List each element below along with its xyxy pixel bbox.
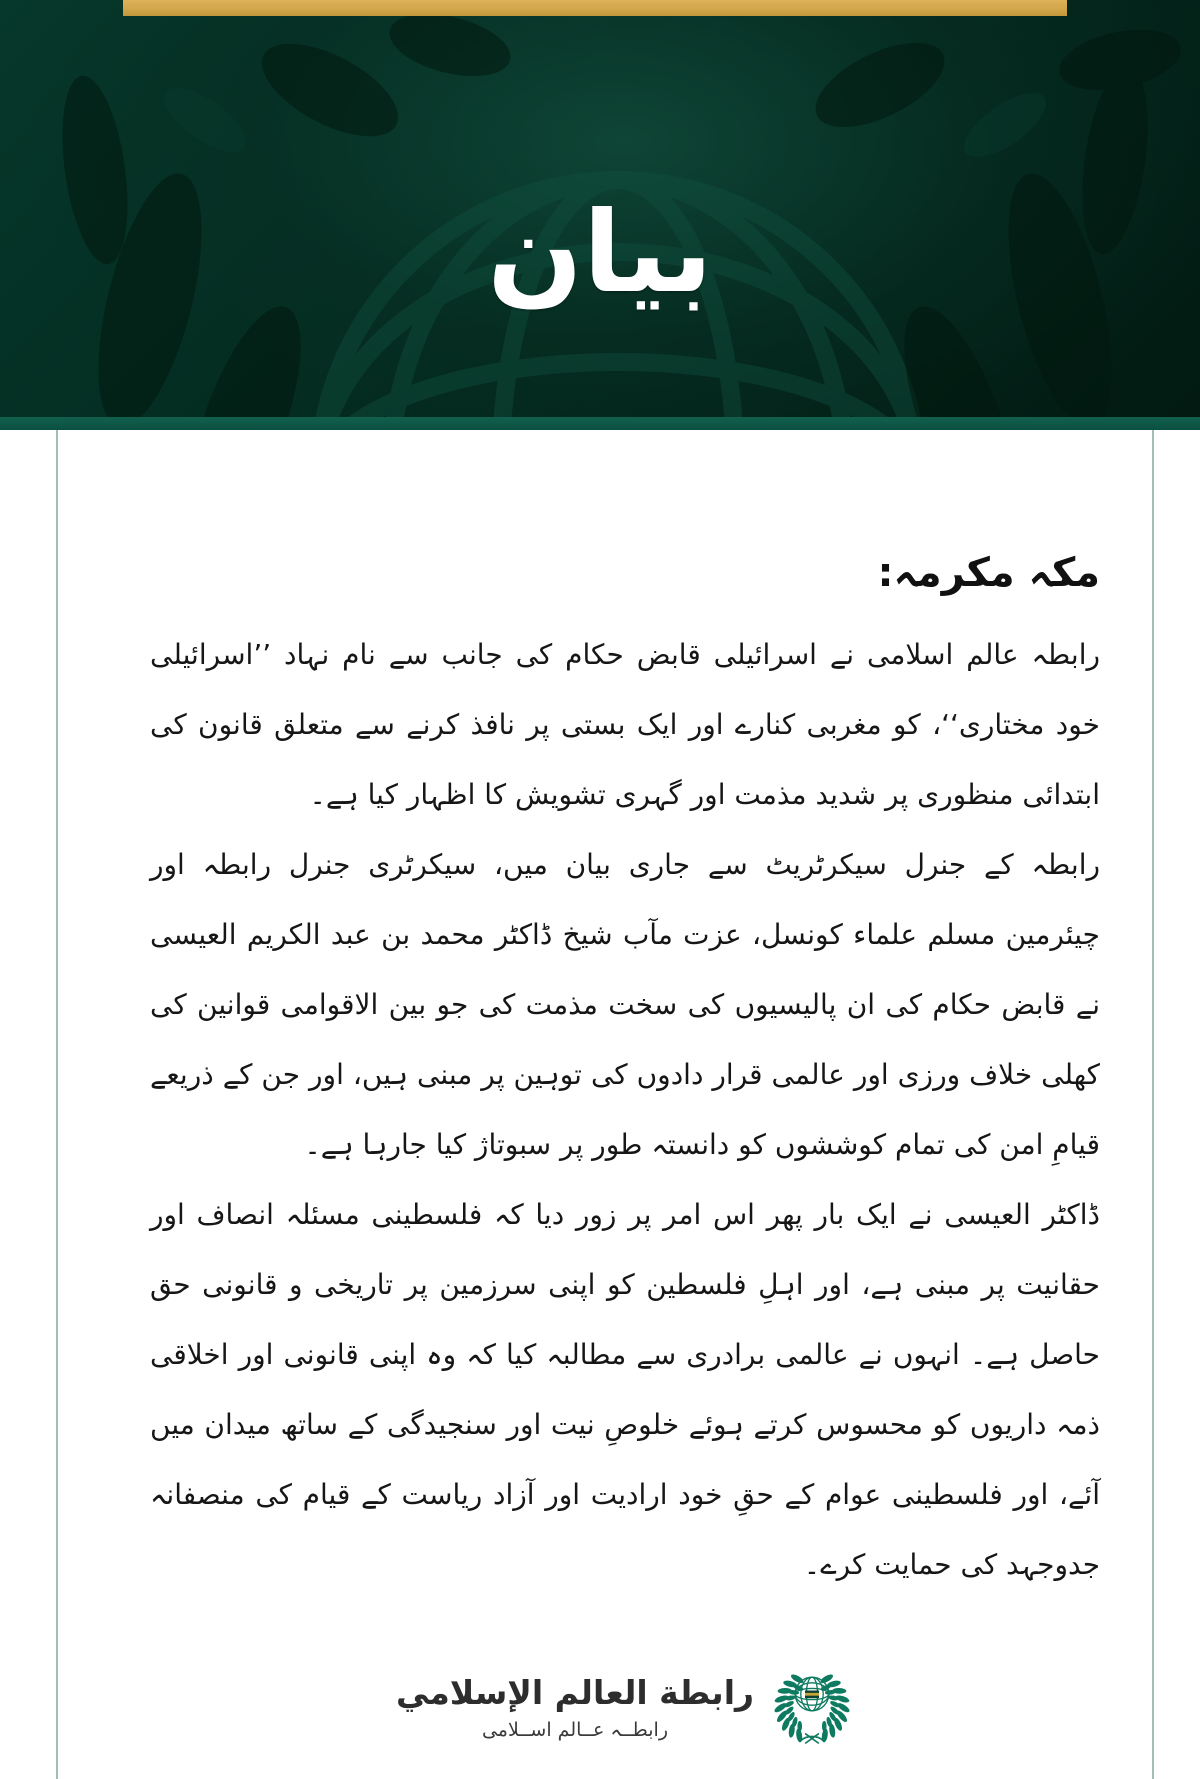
statement-title: بیان	[487, 188, 713, 318]
statement-paragraphs	[150, 620, 1100, 1600]
statement-paragraph-1: رابطہ عالم اسلامی نے اسرائیلی قابض حکام کی جانب سے نام نہاد ’’اسرائیلی خود مختاری‘‘، کو مغربی کنارے اور ایک بستی پر نافذ کرنے سے متعلق قانون کی ابتدائی منظوری پر شدید مذمت اور گہری تشویش کا اظہار کیا ہے۔	[150, 638, 1100, 811]
mwl-logo-text	[396, 1671, 754, 1745]
statement-paragraph-2: رابطہ کے جنرل سیکرٹریٹ سے جاری بیان میں، سیکرٹری جنرل رابطہ اور چیئرمین مسلم علماء کونسل، عزت مآب شیخ ڈاکٹر محمد بن عبد الکریم العیسی نے قابض حکام کی ان پالیسیوں کی سخت مذمت کی جو بین الاقوامی قوانین کی کھلی خلاف ورزی اور عالمی قرار دادوں کی توہین پر مبنی ہیں، اور جن کے ذریعے قیامِ امن کی تمام کوششوں کو دانستہ طور پر سبوتاژ کیا جارہا ہے۔	[150, 848, 1100, 1161]
statement-content	[150, 430, 1100, 1752]
statement-paragraph-3: ڈاکٹر العیسی نے ایک بار پھر اس امر پر زور دیا کہ فلسطینی مسئلہ انصاف اور حقانیت پر مبنی ہے، اور اہلِ فلسطین کو اپنی سرزمین پر تاریخی و قانونی حق حاصل ہے۔ انہوں نے عالمی برادری سے مطالبہ کیا کہ وہ اپنی قانونی اور اخلاقی ذمہ داریوں کو محسوس کرتے ہوئے خلوصِ نیت اور سنجیدگی کے ساتھ میدان میں آئے، اور فلسطینی عوام کے حقِ خود ارادیت اور آزاد ریاست کے قیام کی منصفانہ جدوجہد کی حمایت کرے۔	[150, 1198, 1100, 1581]
mwl-urdu-name: رابطــہ عــالم اســلامی	[481, 1719, 669, 1741]
mwl-logo	[150, 1664, 1100, 1752]
header-divider-band	[0, 417, 1200, 430]
page-border-line-left	[56, 430, 58, 1779]
header-banner	[0, 0, 1200, 417]
gold-accent-bar	[123, 0, 1067, 16]
location-heading: مکہ مکرمہ:	[877, 550, 1100, 596]
page-body	[0, 430, 1200, 1779]
page-border-line-right	[1152, 430, 1154, 1779]
globe-laurel-wreath-icon	[770, 1664, 854, 1752]
mwl-arabic-name: رابطة العالم الإسلامي	[395, 1673, 755, 1712]
